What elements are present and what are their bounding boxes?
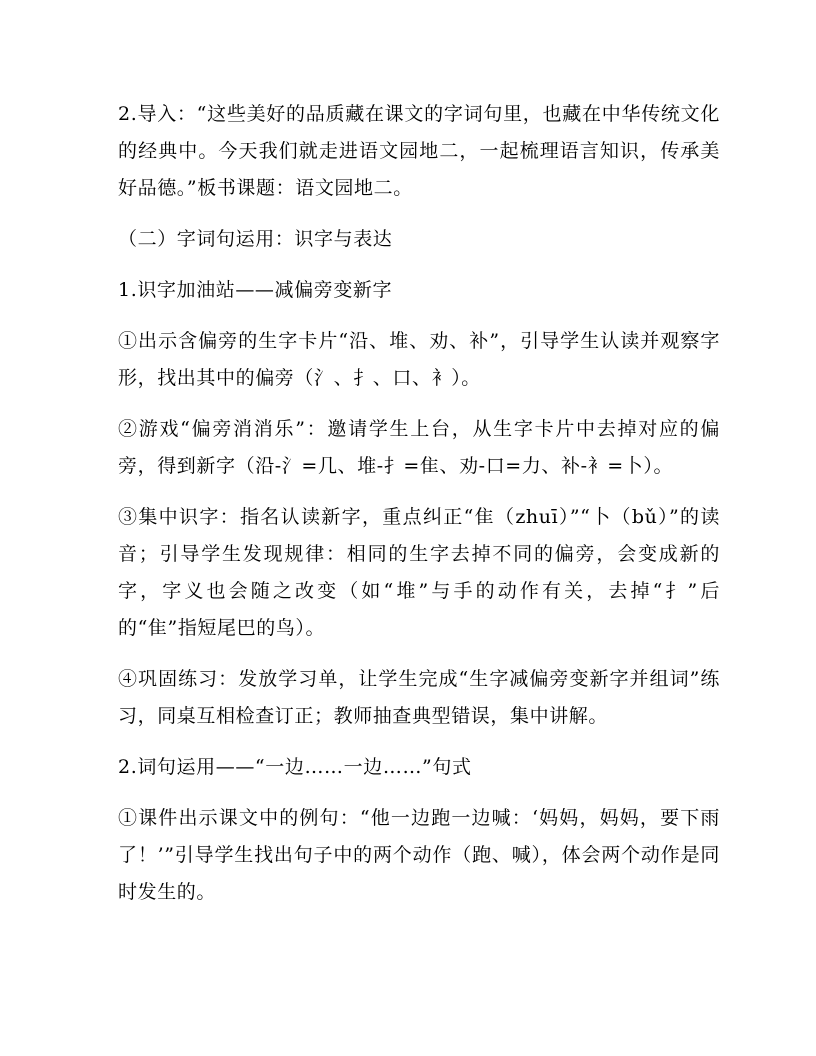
- paragraph-step-3: ③集中识字：指名认读新字，重点纠正“隹（zhuī）”“卜（bǔ）”的读音；引导学生发现规律：相同的生字去掉不同的偏旁，会变成新的字，字义也会随之改变（如“堆”与手的动作有关，去掉“扌”后的“隹”指短尾巴的鸟）。: [118, 506, 720, 639]
- paragraph-step-1: ①出示含偏旁的生字卡片“沿、堆、劝、补”，引导学生认读并观察字形，找出其中的偏旁（氵、扌、口、衤）。: [118, 330, 720, 389]
- subsection-heading-literacy: 1.识字加油站——减偏旁变新字: [118, 279, 393, 301]
- paragraph-step-2: ②游戏“偏旁消消乐”：邀请学生上台，从生字卡片中去掉对应的偏旁，得到新字（沿-氵=几、堆-扌=隹、劝-口=力、补-衤=卜）。: [118, 418, 720, 477]
- paragraph-sentence-step-1: ①课件出示课文中的例句：“他一边跑一边喊：‘妈妈，妈妈，要下雨了！’”引导学生找出句子中的两个动作（跑、喊），体会两个动作是同时发生的。: [118, 807, 720, 903]
- subsection-heading-sentence: 2.词句运用——“一边……一边……”句式: [118, 756, 472, 778]
- section-heading: （二）字词句运用：识字与表达: [118, 228, 393, 250]
- paragraph-intro: 2.导入：“这些美好的品质藏在课文的字词句里，也藏在中华传统文化的经典中。今天我们就走进语文园地二，一起梳理语言知识，传承美好品德。”板书课题：语文园地二。: [118, 103, 720, 199]
- paragraph-step-4: ④巩固练习：发放学习单，让学生完成“生字减偏旁变新字并组词”练习，同桌互相检查订正；教师抽查典型错误，集中讲解。: [118, 668, 720, 727]
